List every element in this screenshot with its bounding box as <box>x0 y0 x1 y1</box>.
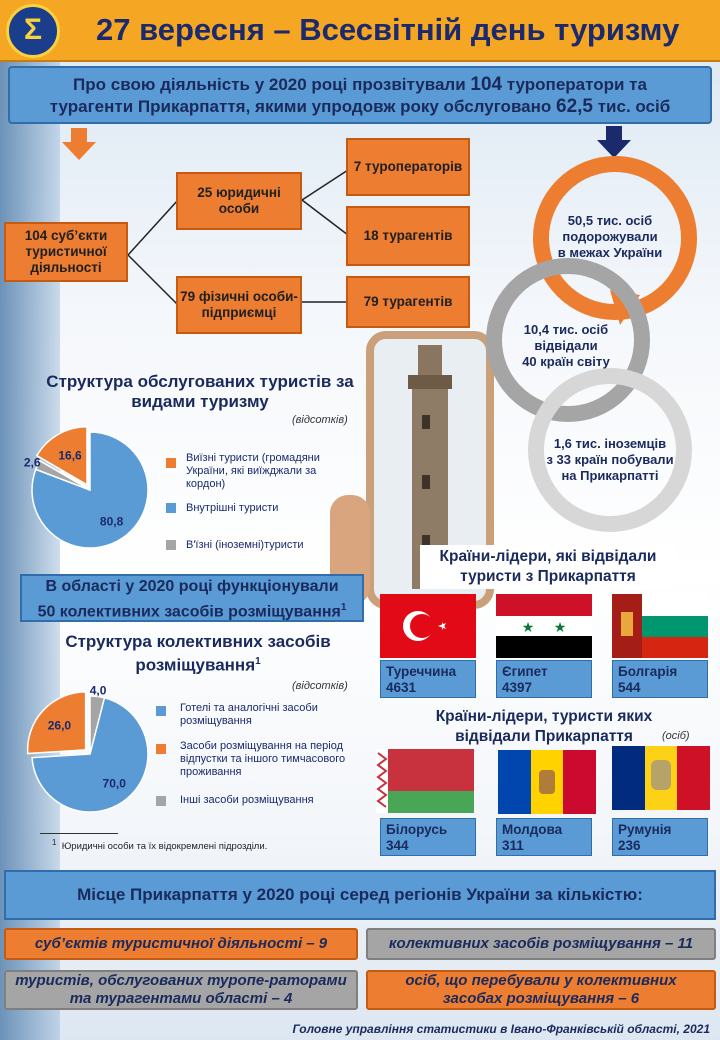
ring-domestic-text <box>540 213 680 261</box>
banner-text: тис. осіб <box>592 97 671 116</box>
pie1-chart <box>10 420 170 560</box>
summary-banner <box>8 66 712 124</box>
turkey-flag-icon <box>380 594 476 658</box>
tree-touroperators: 7 туроператорів <box>346 138 470 196</box>
pie-value-label: 16,6 <box>58 448 82 463</box>
leaders-in-title: Країни-лідери, туристи яких відвідали Прикарпаття <box>435 708 653 745</box>
statistics-logo <box>6 4 60 58</box>
country-value: 236 <box>618 838 641 853</box>
ring-label: з 33 країн побували <box>546 452 674 467</box>
ring-label: тис. іноземців <box>571 436 667 451</box>
tree-root-subjects: 104 суб’єкти туристичної діяльності <box>4 222 128 282</box>
svg-text:★: ★ <box>521 619 535 635</box>
pie-value-label: 70,0 <box>102 776 126 791</box>
leaders-in-unit: (осіб) <box>662 730 690 742</box>
banner-text: туроператори та <box>502 75 647 94</box>
pie2-chart <box>10 684 170 824</box>
legend-swatch <box>166 503 176 513</box>
footnote-mark: 1 <box>255 656 261 667</box>
ranking-title: Місце Прикарпаття у 2020 році серед регіонів України за кількістю: <box>4 870 716 920</box>
ranking-persons: осіб, що перебували у колективних засобах розміщування – 6 <box>366 970 716 1010</box>
legend-label: Виїзні туристи (громадяни України, які виїжджали за кордон) <box>186 452 320 490</box>
leaders-out-title: Країни-лідери, які відвідали туристи з Прикарпаття <box>420 545 676 589</box>
ring-label: тис. осіб <box>549 322 609 337</box>
bulgaria-flag-icon <box>612 594 708 658</box>
country-name: Болгарія <box>618 664 678 679</box>
legend-swatch <box>166 540 176 550</box>
banner-text: турагенти Прикарпаття, якими упродовж року обслуговано <box>49 97 556 116</box>
footnote-mark: 1 <box>340 602 347 613</box>
country-value: 544 <box>618 680 641 695</box>
pie2-legend <box>156 700 356 820</box>
logo-sigma: Σ <box>23 13 42 46</box>
country-name: Молдова <box>502 822 563 837</box>
ring-label: подорожували <box>562 229 658 244</box>
legend-swatch <box>156 706 166 716</box>
pie-value-label: 26,0 <box>47 718 72 733</box>
country-name: Румунія <box>618 822 672 837</box>
pie2-unit: (відсотків) <box>292 680 348 692</box>
legend-label: Готелі та аналогічні засоби розміщування <box>180 702 318 727</box>
tree-legal-entities: 25 юридичні особи <box>176 172 302 230</box>
pie-value-label: 80,8 <box>99 514 124 529</box>
belarus-flag-icon <box>376 749 474 813</box>
source-footer: Головне управління статистики в Івано-Франківській області, 2021 <box>292 1022 710 1036</box>
country-belarus <box>380 818 476 856</box>
legend-label: Інші засоби розміщування <box>180 794 314 806</box>
romania-flag-icon <box>612 746 710 810</box>
footnote-mark: 1 <box>52 838 57 847</box>
legend-label: В'їзні (іноземні)туристи <box>186 539 304 551</box>
footnote <box>52 838 267 852</box>
ring-inbound-text <box>532 436 688 484</box>
syria-flag-icon <box>496 594 592 658</box>
country-value: 311 <box>502 838 524 853</box>
country-romania <box>612 818 708 856</box>
footnote-rule <box>40 833 118 834</box>
footnote-text: Юридичні особи та їх відокремлені підрозділи. <box>61 841 268 853</box>
tree-agents-individual: 79 турагентів <box>346 276 470 328</box>
legend-swatch <box>156 796 166 806</box>
ranking-subjects: суб’єктів туристичної діяльності – 9 <box>4 928 358 960</box>
pie-value-label: 2,6 <box>23 455 41 470</box>
legend-label: Засоби розміщування на період відпустки та іншого тимчасового проживання <box>180 740 346 778</box>
ranking-accommodation: колективних засобів розміщування – 11 <box>366 928 716 960</box>
pie2-title-text: Структура колективних засобів розміщування <box>65 632 331 675</box>
tree-agents-legal: 18 турагентів <box>346 206 470 266</box>
tree-individual-entrepreneurs: 79 фізичні особи-підприємці <box>176 276 302 334</box>
page-title: 27 вересня – Всесвітній день туризму <box>96 12 680 47</box>
country-name: Білорусь <box>386 822 448 837</box>
ring-number: 10,4 <box>523 322 550 337</box>
country-bulgaria <box>612 660 708 698</box>
pie-value-label: 4,0 <box>89 684 107 698</box>
banner-number: 104 <box>470 74 503 95</box>
ring-label: в межах України <box>557 245 663 260</box>
ring-outbound-text <box>500 322 632 370</box>
country-turkey <box>380 660 476 698</box>
accommodation-line2: 50 колективних засобів розміщування <box>37 603 341 621</box>
country-value: 4631 <box>386 680 417 695</box>
moldova-flag-icon <box>498 750 596 814</box>
legend-swatch <box>156 744 166 754</box>
pie1-title: Структура обслугованих туристів за видами туризму <box>46 372 354 411</box>
ring-number: 50,5 <box>567 213 594 228</box>
banner-text: Про свою діяльність у 2020 році прозвітували <box>73 75 471 94</box>
ranking-tourists: туристів, обслугованих туропе-раторами та турагентами області – 4 <box>4 970 358 1010</box>
country-name: Єгипет <box>502 664 548 679</box>
accommodation-line1: В області у 2020 році функціонували <box>45 578 339 595</box>
pie1-unit: (відсотків) <box>292 414 348 426</box>
ring-label: на Прикарпатті <box>561 468 659 483</box>
ring-label: 40 країн світу <box>522 354 610 369</box>
ring-label: відвідали <box>534 338 598 353</box>
country-egypt <box>496 660 592 698</box>
legend-swatch <box>166 458 176 468</box>
banner-number: 62,5 <box>556 96 593 117</box>
country-value: 4397 <box>502 680 533 695</box>
pie1-legend <box>166 448 346 568</box>
legend-label: Внутрішні туристи <box>186 502 279 514</box>
ring-number: 1,6 <box>553 436 572 451</box>
country-moldova <box>496 818 592 856</box>
accommodation-banner <box>20 574 364 622</box>
country-name: Туреччина <box>386 664 457 679</box>
ring-label: тис. осіб <box>593 213 653 228</box>
pie2-title <box>40 632 356 676</box>
svg-text:★: ★ <box>553 619 567 635</box>
country-value: 344 <box>386 838 409 853</box>
